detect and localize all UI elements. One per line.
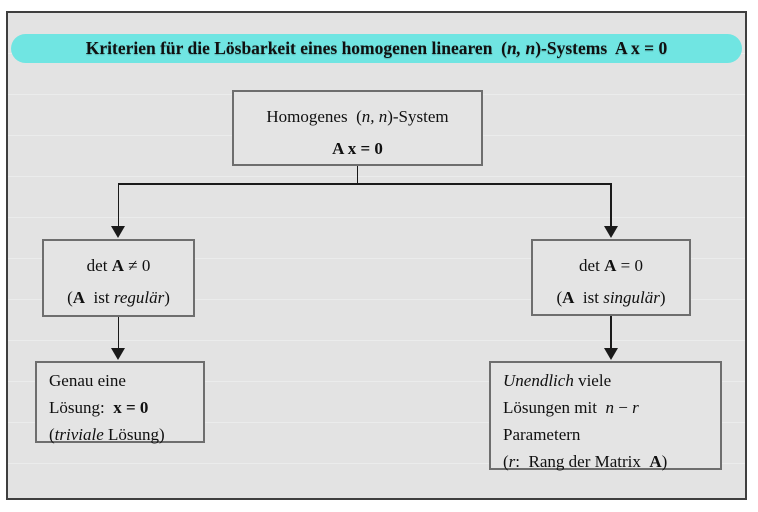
text-genau-eine: Genau eine [49, 371, 126, 390]
text-parametern: Parametern [503, 425, 581, 444]
box-infinite-solutions [489, 361, 722, 470]
math-A: A [111, 256, 124, 275]
connector-left-to-bottom [118, 317, 120, 349]
box-det-zero [531, 239, 691, 316]
box-unique-solution [35, 361, 205, 443]
text-rang-der-matrix: : Rang der Matrix [515, 452, 650, 471]
text-loesung-close: Lösung) [103, 425, 165, 444]
infinite-solutions-line4 [503, 449, 720, 476]
title-banner [11, 34, 742, 63]
connector-right-to-bottom [610, 316, 612, 349]
title-text-tail: )-Systems A x = 0 [535, 38, 668, 58]
connector-left-drop [118, 183, 120, 226]
math-minus: − [613, 398, 633, 417]
arrowhead-right-icon [604, 226, 618, 238]
text-system: )-System [387, 107, 449, 126]
title-text: Kriterien für die Lösbarkeit eines homogenen linearen ( [85, 38, 508, 58]
homogeneous-system-line2 [234, 133, 481, 165]
math-A: A [604, 256, 617, 275]
unique-solution-line3 [49, 422, 203, 449]
arrowhead-left-icon [111, 226, 125, 238]
connector-right-drop [610, 183, 612, 226]
text-ist: ist [574, 288, 604, 307]
connector-top-stub [357, 166, 359, 184]
math-A: A [649, 452, 662, 471]
math-A: A [562, 288, 575, 307]
det-nonzero-line1 [44, 250, 193, 282]
text-det: det [579, 256, 605, 275]
math-r: r [508, 452, 516, 471]
det-zero-line2 [533, 282, 689, 314]
math-nn: n, n [361, 107, 388, 126]
title-math-nn: n, n [507, 38, 536, 58]
text-det: det [86, 256, 112, 275]
math-eq-0: = 0 [616, 256, 643, 275]
text-paren-close: ) [659, 288, 666, 307]
unique-solution-line1 [49, 368, 203, 395]
text-singulaer: singulär [603, 288, 660, 307]
text-loesung: Lösung: [49, 398, 114, 417]
text-paren-close: ) [661, 452, 668, 471]
det-nonzero-line2 [44, 282, 193, 314]
math-x-eq-0: x = 0 [113, 398, 149, 417]
math-A: A [72, 288, 86, 307]
box-homogeneous-system [232, 90, 483, 166]
det-zero-line1 [533, 250, 689, 282]
text-paren-open: ( [67, 288, 73, 307]
arrowhead-right-bottom-icon [604, 348, 618, 360]
text-unendlich: Unendlich [503, 371, 574, 390]
math-ax-equals-0: A x = 0 [332, 139, 383, 158]
text-ist: ist [85, 288, 114, 307]
math-r: r [632, 398, 639, 417]
text-triviale: triviale [54, 425, 104, 444]
text-homogenes: Homogenes ( [266, 107, 362, 126]
text-loesungen-mit: Lösungen mit [503, 398, 606, 417]
text-paren-open: ( [556, 288, 563, 307]
text-regulaer: regulär [113, 288, 165, 307]
infinite-solutions-line2 [503, 395, 720, 422]
connector-horizontal [118, 183, 612, 185]
unique-solution-line2 [49, 395, 203, 422]
text-paren-open: ( [49, 425, 55, 444]
math-neq-0: ≠ 0 [123, 256, 151, 275]
homogeneous-system-line1 [234, 101, 481, 133]
math-n: n [605, 398, 614, 417]
infinite-solutions-line1 [503, 368, 720, 395]
text-viele: viele [573, 371, 612, 390]
arrowhead-left-bottom-icon [111, 348, 125, 360]
box-det-nonzero [42, 239, 195, 317]
text-paren-close: ) [164, 288, 170, 307]
text-paren-open: ( [503, 452, 509, 471]
infinite-solutions-line3 [503, 422, 720, 449]
